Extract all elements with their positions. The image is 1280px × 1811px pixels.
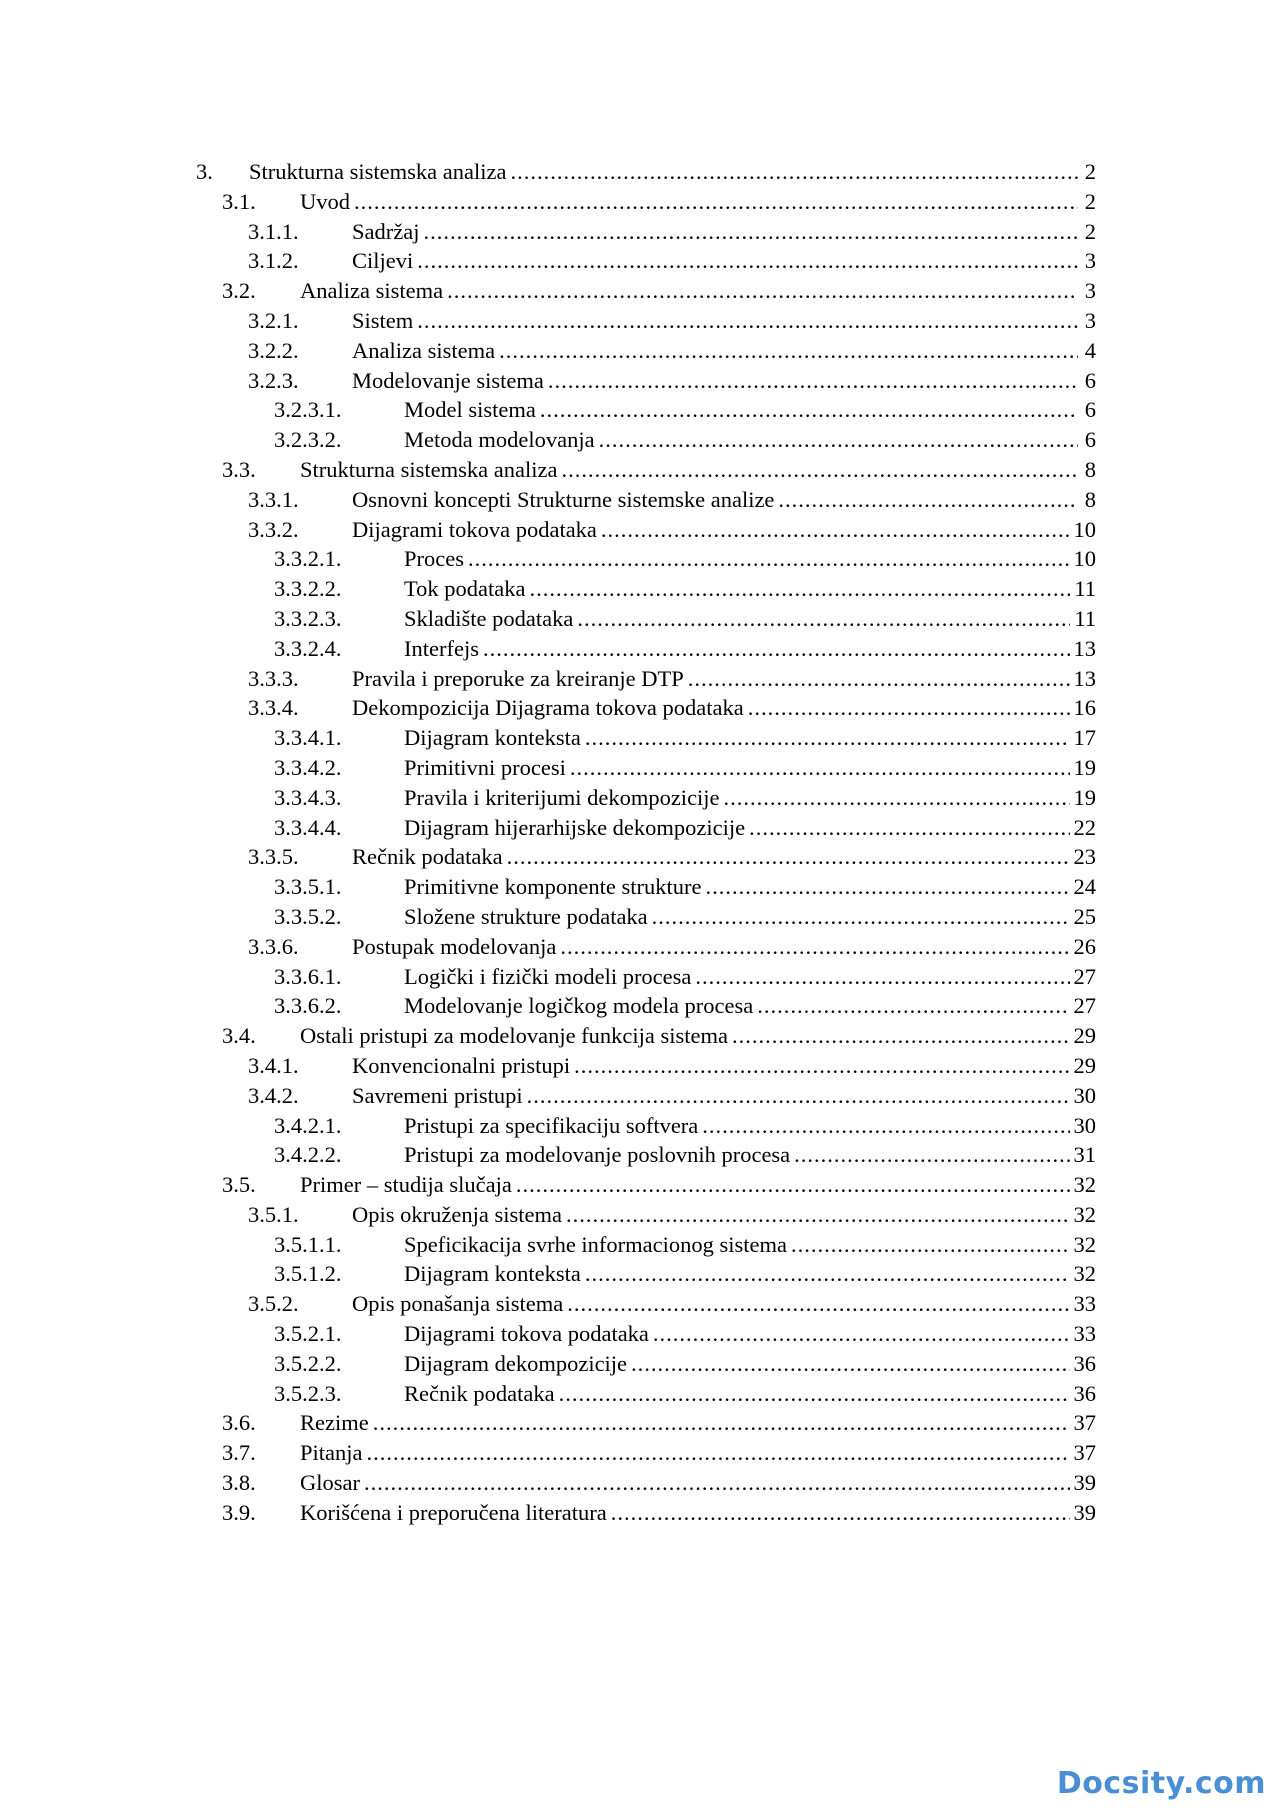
toc-entry-title: Dijagram dekompozicije xyxy=(404,1350,628,1376)
toc-dot-leader xyxy=(702,1111,1069,1141)
toc-entry-number: 3.4.2.2. xyxy=(274,1142,342,1168)
toc-entry[interactable] xyxy=(196,1259,1096,1289)
toc-dot-leader xyxy=(516,1170,1070,1200)
toc-dot-leader xyxy=(724,783,1070,813)
toc-entry[interactable] xyxy=(196,425,1096,455)
toc-entry-number: 3.2.3. xyxy=(248,367,299,393)
toc-entry-title: Pitanja xyxy=(300,1440,363,1466)
toc-entry-title: Pristupi za specifikaciju softvera xyxy=(404,1112,699,1138)
toc-dot-leader xyxy=(791,1230,1069,1260)
toc-entry[interactable] xyxy=(196,1468,1096,1498)
toc-entry-page-number: 30 xyxy=(1073,1082,1096,1108)
toc-dot-leader xyxy=(530,574,1071,604)
toc-dot-leader xyxy=(527,1081,1070,1111)
table-of-contents xyxy=(196,157,1096,1528)
toc-entry[interactable] xyxy=(196,1379,1096,1409)
toc-entry-page-number: 39 xyxy=(1073,1470,1096,1496)
toc-entry-number: 3.5.1.2. xyxy=(274,1261,342,1287)
toc-entry-number: 3.4.2.1. xyxy=(274,1112,342,1138)
toc-dot-leader xyxy=(570,753,1070,783)
toc-entry-page-number: 37 xyxy=(1073,1440,1096,1466)
toc-entry[interactable] xyxy=(196,1230,1096,1260)
toc-dot-leader xyxy=(364,1468,1070,1498)
toc-entry-number: 3.5.2.3. xyxy=(274,1380,342,1406)
toc-entry-number: 3.3.4.1. xyxy=(274,725,342,751)
toc-dot-leader xyxy=(483,634,1070,664)
toc-entry-page-number: 39 xyxy=(1073,1499,1096,1525)
toc-dot-leader xyxy=(373,1408,1070,1438)
toc-dot-leader xyxy=(567,1289,1069,1319)
toc-entry-number: 3.4. xyxy=(222,1023,256,1049)
toc-entry-page-number: 32 xyxy=(1073,1172,1096,1198)
toc-entry-number: 3.2.1. xyxy=(248,307,299,333)
toc-entry-number: 3.3.2.1. xyxy=(274,546,342,572)
toc-entry-page-number: 10 xyxy=(1073,546,1096,572)
toc-entry[interactable] xyxy=(196,1408,1096,1438)
toc-entry-title: Opis okruženja sistema xyxy=(352,1201,562,1227)
toc-entry-title: Savremeni pristupi xyxy=(352,1082,523,1108)
toc-dot-leader xyxy=(599,425,1078,455)
toc-entry-title: Korišćena i preporučena literatura xyxy=(300,1499,607,1525)
toc-entry[interactable] xyxy=(196,1051,1096,1081)
toc-entry-page-number: 29 xyxy=(1073,1023,1096,1049)
toc-entry-page-number: 29 xyxy=(1073,1052,1096,1078)
toc-entry-title: Dijagram konteksta xyxy=(404,1261,581,1287)
toc-entry-page-number: 13 xyxy=(1073,635,1096,661)
toc-entry-page-number: 33 xyxy=(1073,1321,1096,1347)
toc-dot-leader xyxy=(631,1349,1069,1379)
toc-entry-title: Osnovni koncepti Strukturne sistemske analize xyxy=(352,486,775,512)
toc-entry[interactable] xyxy=(196,1438,1096,1468)
toc-dot-leader xyxy=(561,455,1078,485)
toc-entry-title: Modelovanje sistema xyxy=(352,367,544,393)
toc-entry[interactable] xyxy=(196,932,1096,962)
toc-entry-title: Ciljevi xyxy=(352,248,414,274)
toc-entry-page-number: 30 xyxy=(1073,1112,1096,1138)
toc-entry-title: Opis ponašanja sistema xyxy=(352,1291,564,1317)
toc-entry[interactable] xyxy=(196,157,1096,187)
toc-entry[interactable] xyxy=(196,604,1096,634)
toc-entry-title: Glosar xyxy=(300,1470,360,1496)
toc-entry-number: 3.3.2.4. xyxy=(274,635,342,661)
toc-entry-title: Proces xyxy=(404,546,464,572)
toc-dot-leader xyxy=(560,932,1069,962)
toc-entry-page-number: 3 xyxy=(1084,248,1096,274)
toc-entry-number: 3.2.3.1. xyxy=(274,397,342,423)
toc-entry-number: 3.3.5. xyxy=(248,844,299,870)
toc-entry-number: 3.3.4.2. xyxy=(274,754,342,780)
toc-entry-title: Rečnik podataka xyxy=(352,844,503,870)
toc-dot-leader xyxy=(447,276,1078,306)
toc-entry-page-number: 23 xyxy=(1073,844,1096,870)
toc-entry[interactable] xyxy=(196,1170,1096,1200)
toc-entry-title: Analiza sistema xyxy=(300,278,444,304)
toc-entry-number: 3.3.5.1. xyxy=(274,874,342,900)
toc-entry-page-number: 17 xyxy=(1073,725,1096,751)
toc-entry-number: 3.5.2. xyxy=(248,1291,299,1317)
toc-entry[interactable] xyxy=(196,1111,1096,1141)
toc-entry-number: 3. xyxy=(196,159,213,184)
toc-entry-page-number: 27 xyxy=(1073,993,1096,1019)
toc-entry[interactable] xyxy=(196,544,1096,574)
toc-entry-number: 3.3.2. xyxy=(248,516,299,542)
toc-entry[interactable] xyxy=(196,991,1096,1021)
toc-entry-title: Pristupi za modelovanje poslovnih procesa xyxy=(404,1142,791,1168)
toc-entry-page-number: 19 xyxy=(1073,754,1096,780)
toc-entry-page-number: 3 xyxy=(1084,278,1096,304)
toc-entry-title: Model sistema xyxy=(404,397,536,423)
toc-entry-page-number: 25 xyxy=(1073,903,1096,929)
toc-entry-page-number: 2 xyxy=(1084,159,1096,184)
toc-entry-page-number: 37 xyxy=(1073,1410,1096,1436)
toc-entry[interactable] xyxy=(196,723,1096,753)
toc-entry-number: 3.4.1. xyxy=(248,1052,299,1078)
toc-entry-number: 3.3.4.4. xyxy=(274,814,342,840)
toc-entry[interactable] xyxy=(196,693,1096,723)
toc-entry[interactable] xyxy=(196,336,1096,366)
toc-entry-page-number: 22 xyxy=(1073,814,1096,840)
toc-entry-page-number: 36 xyxy=(1073,1350,1096,1376)
toc-entry[interactable] xyxy=(196,306,1096,336)
toc-entry-number: 3.2. xyxy=(222,278,256,304)
toc-entry[interactable] xyxy=(196,187,1096,217)
toc-entry-title: Modelovanje logičkog modela procesa xyxy=(404,993,754,1019)
toc-entry-title: Primitivne komponente strukture xyxy=(404,874,702,900)
toc-dot-leader xyxy=(468,544,1070,574)
toc-entry-number: 3.3.3. xyxy=(248,665,299,691)
toc-dot-leader xyxy=(794,1140,1069,1170)
toc-dot-leader xyxy=(705,872,1069,902)
toc-entry-title: Strukturna sistemska analiza xyxy=(300,456,558,482)
toc-entry-title: Sistem xyxy=(352,307,414,333)
toc-entry-title: Dijagrami tokova podataka xyxy=(404,1321,649,1347)
toc-entry-title: Tok podataka xyxy=(404,576,526,602)
toc-entry-number: 3.3.6.2. xyxy=(274,993,342,1019)
toc-dot-leader xyxy=(507,842,1070,872)
toc-entry-number: 3.3. xyxy=(222,456,256,482)
toc-entry-number: 3.3.6.1. xyxy=(274,963,342,989)
toc-dot-leader xyxy=(601,515,1070,545)
toc-dot-leader xyxy=(510,157,1078,187)
toc-entry-page-number: 32 xyxy=(1073,1231,1096,1257)
toc-entry[interactable] xyxy=(196,1140,1096,1170)
toc-entry-title: Analiza sistema xyxy=(352,337,496,363)
toc-dot-leader xyxy=(540,395,1078,425)
toc-entry-title: Pravila i kriterijumi dekompozicije xyxy=(404,784,720,810)
toc-entry-number: 3.1.2. xyxy=(248,248,299,274)
toc-entry-number: 3.6. xyxy=(222,1410,256,1436)
toc-entry[interactable] xyxy=(196,842,1096,872)
toc-entry[interactable] xyxy=(196,902,1096,932)
toc-entry-number: 3.5.1.1. xyxy=(274,1231,342,1257)
toc-entry[interactable] xyxy=(196,485,1096,515)
toc-dot-leader xyxy=(499,336,1078,366)
toc-entry-title: Sadržaj xyxy=(352,218,420,244)
toc-entry-number: 3.3.1. xyxy=(248,486,299,512)
toc-dot-leader xyxy=(566,1200,1070,1230)
toc-entry-page-number: 8 xyxy=(1084,456,1096,482)
toc-entry-page-number: 16 xyxy=(1073,695,1096,721)
toc-entry-number: 3.3.5.2. xyxy=(274,903,342,929)
toc-entry-title: Složene strukture podataka xyxy=(404,903,648,929)
toc-entry-number: 3.3.4.3. xyxy=(274,784,342,810)
toc-entry-number: 3.9. xyxy=(222,1499,256,1525)
toc-entry-title: Pravila i preporuke za kreiranje DTP xyxy=(352,665,684,691)
toc-entry-number: 3.4.2. xyxy=(248,1082,299,1108)
toc-entry-title: Primitivni procesi xyxy=(404,754,566,780)
toc-entry[interactable] xyxy=(196,962,1096,992)
toc-entry-page-number: 6 xyxy=(1084,367,1096,393)
toc-entry-page-number: 31 xyxy=(1073,1142,1096,1168)
toc-entry-title: Dekompozicija Dijagrama tokova podataka xyxy=(352,695,744,721)
toc-entry-page-number: 13 xyxy=(1073,665,1096,691)
toc-entry[interactable] xyxy=(196,1498,1096,1528)
toc-dot-leader xyxy=(423,217,1078,247)
toc-entry-page-number: 19 xyxy=(1073,784,1096,810)
toc-entry[interactable] xyxy=(196,455,1096,485)
toc-entry[interactable] xyxy=(196,1200,1096,1230)
toc-entry-page-number: 8 xyxy=(1084,486,1096,512)
toc-dot-leader xyxy=(748,693,1070,723)
toc-entry-number: 3.8. xyxy=(222,1470,256,1496)
toc-entry-number: 3.5.2.2. xyxy=(274,1350,342,1376)
toc-dot-leader xyxy=(778,485,1078,515)
toc-dot-leader xyxy=(559,1379,1070,1409)
toc-entry[interactable] xyxy=(196,753,1096,783)
toc-entry-page-number: 24 xyxy=(1073,874,1096,900)
toc-entry[interactable] xyxy=(196,813,1096,843)
toc-entry[interactable] xyxy=(196,634,1096,664)
toc-entry-page-number: 32 xyxy=(1073,1261,1096,1287)
toc-dot-leader xyxy=(652,902,1070,932)
toc-entry-number: 3.3.2.2. xyxy=(274,576,342,602)
toc-entry[interactable] xyxy=(196,1349,1096,1379)
toc-entry-page-number: 36 xyxy=(1073,1380,1096,1406)
toc-dot-leader xyxy=(577,604,1070,634)
toc-entry[interactable] xyxy=(196,217,1096,247)
docsity-watermark-logo[interactable]: Docsity.com xyxy=(1056,1766,1266,1801)
toc-entry-number: 3.3.6. xyxy=(248,933,299,959)
toc-entry[interactable] xyxy=(196,783,1096,813)
toc-entry[interactable] xyxy=(196,515,1096,545)
toc-entry-page-number: 33 xyxy=(1073,1291,1096,1317)
toc-entry-page-number: 27 xyxy=(1073,963,1096,989)
toc-entry-title: Skladište podataka xyxy=(404,605,574,631)
toc-entry-title: Dijagram hijerarhijske dekompozicije xyxy=(404,814,746,840)
toc-entry-title: Rečnik podataka xyxy=(404,1380,555,1406)
toc-dot-leader xyxy=(548,366,1078,396)
toc-entry-title: Metoda modelovanja xyxy=(404,427,595,453)
toc-entry-page-number: 32 xyxy=(1073,1201,1096,1227)
toc-entry-title: Rezime xyxy=(300,1410,369,1436)
toc-entry-title: Primer – studija slučaja xyxy=(300,1172,512,1198)
toc-entry-number: 3.7. xyxy=(222,1440,256,1466)
toc-entry-number: 3.1.1. xyxy=(248,218,299,244)
toc-dot-leader xyxy=(354,187,1078,217)
toc-dot-leader xyxy=(611,1498,1070,1528)
toc-entry[interactable] xyxy=(196,872,1096,902)
toc-entry-number: 3.2.3.2. xyxy=(274,427,342,453)
toc-entry[interactable] xyxy=(196,395,1096,425)
toc-entry-page-number: 2 xyxy=(1084,218,1096,244)
toc-dot-leader xyxy=(749,813,1069,843)
toc-dot-leader xyxy=(653,1319,1070,1349)
toc-dot-leader xyxy=(417,306,1078,336)
toc-entry[interactable] xyxy=(196,1081,1096,1111)
toc-entry-title: Uvod xyxy=(300,188,350,214)
toc-dot-leader xyxy=(688,664,1070,694)
toc-entry-title: Postupak modelovanja xyxy=(352,933,557,959)
toc-entry-number: 3.1. xyxy=(222,188,256,214)
toc-dot-leader xyxy=(417,246,1078,276)
toc-entry-title: Dijagrami tokova podataka xyxy=(352,516,597,542)
toc-entry[interactable] xyxy=(196,574,1096,604)
toc-entry-title: Konvencionalni pristupi xyxy=(352,1052,571,1078)
toc-entry-number: 3.5.2.1. xyxy=(274,1321,342,1347)
toc-entry-title: Speficikacija svrhe informacionog sistema xyxy=(404,1231,788,1257)
toc-entry-title: Strukturna sistemska analiza xyxy=(249,159,507,184)
toc-dot-leader xyxy=(574,1051,1069,1081)
toc-entry[interactable] xyxy=(196,1021,1096,1051)
toc-entry-page-number: 4 xyxy=(1084,337,1096,363)
toc-dot-leader xyxy=(585,1259,1070,1289)
toc-entry-number: 3.5.1. xyxy=(248,1201,299,1227)
toc-entry-title: Dijagram konteksta xyxy=(404,725,581,751)
toc-entry[interactable] xyxy=(196,246,1096,276)
toc-entry-page-number: 6 xyxy=(1084,397,1096,423)
toc-entry-page-number: 26 xyxy=(1073,933,1096,959)
toc-dot-leader xyxy=(367,1438,1070,1468)
toc-entry-page-number: 3 xyxy=(1084,307,1096,333)
toc-entry-page-number: 2 xyxy=(1084,188,1096,214)
toc-entry-page-number: 11 xyxy=(1074,576,1096,602)
toc-dot-leader xyxy=(732,1021,1069,1051)
toc-entry-page-number: 6 xyxy=(1084,427,1096,453)
toc-entry-number: 3.5. xyxy=(222,1172,256,1198)
toc-entry[interactable] xyxy=(196,276,1096,306)
toc-entry-title: Ostali pristupi za modelovanje funkcija sistema xyxy=(300,1023,729,1049)
toc-dot-leader xyxy=(695,962,1069,992)
toc-entry[interactable] xyxy=(196,1289,1096,1319)
toc-entry-title: Interfejs xyxy=(404,635,479,661)
toc-entry[interactable] xyxy=(196,1319,1096,1349)
toc-entry-title: Logički i fizički modeli procesa xyxy=(404,963,692,989)
toc-entry-number: 3.3.4. xyxy=(248,695,299,721)
toc-entry-page-number: 10 xyxy=(1073,516,1096,542)
toc-dot-leader xyxy=(585,723,1070,753)
toc-entry-number: 3.3.2.3. xyxy=(274,605,342,631)
toc-dot-leader xyxy=(757,991,1069,1021)
toc-entry[interactable] xyxy=(196,664,1096,694)
toc-entry-page-number: 11 xyxy=(1074,605,1096,631)
toc-entry[interactable] xyxy=(196,366,1096,396)
toc-entry-number: 3.2.2. xyxy=(248,337,299,363)
